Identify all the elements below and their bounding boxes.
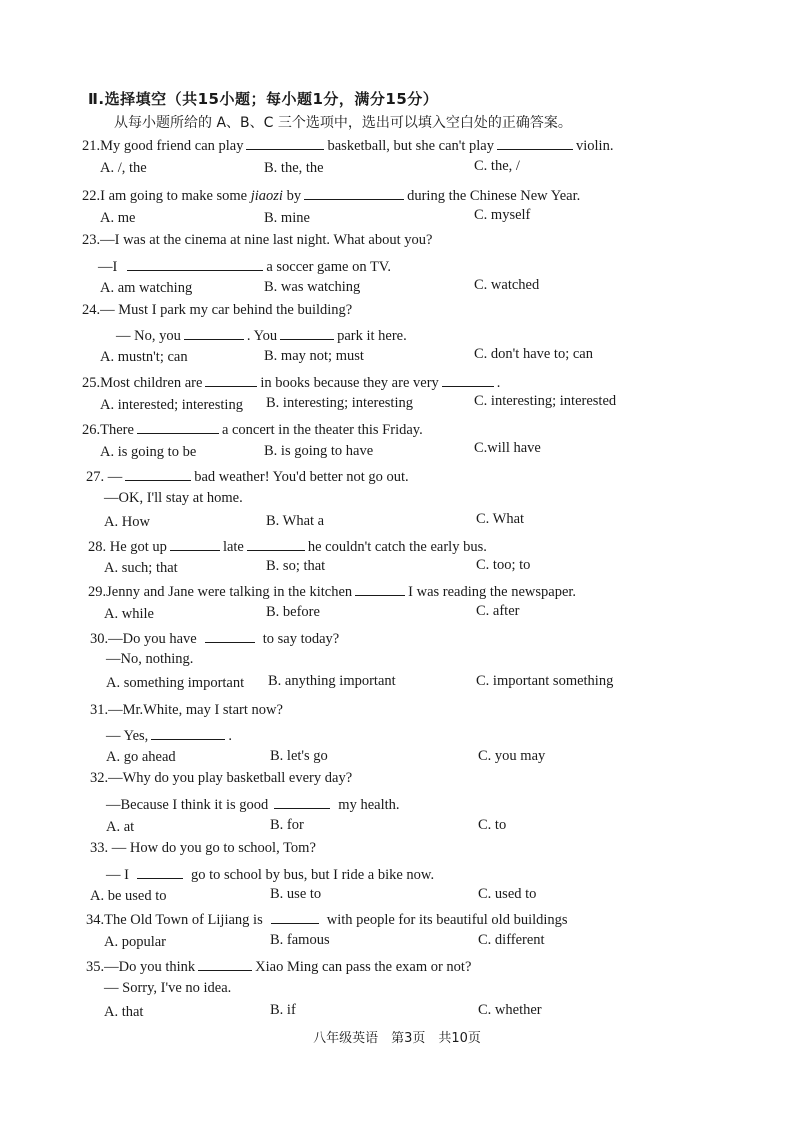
- option-b[interactable]: B. may not; must: [264, 348, 364, 364]
- question-33-reply: — I go to school by bus, but I ride a bike now.: [106, 864, 434, 884]
- option-c[interactable]: C. the, /: [474, 158, 520, 174]
- option-a[interactable]: A. go ahead: [106, 749, 176, 765]
- option-c[interactable]: C. to: [478, 817, 507, 833]
- question-31-reply: — Yes, .: [106, 725, 232, 745]
- question-24: 24. — Must I park my car behind the building?: [82, 302, 353, 318]
- question-28: 28. He got up late he couldn't catch the early bus.: [88, 536, 487, 556]
- question-26: 26. There a concert in the theater this Friday.: [82, 419, 423, 439]
- option-b[interactable]: B. if: [270, 1002, 296, 1018]
- option-b[interactable]: B. mine: [264, 210, 310, 226]
- question-35-reply: — Sorry, I've no idea.: [104, 980, 232, 996]
- question-33: 33. — How do you go to school, Tom?: [90, 840, 316, 856]
- option-a[interactable]: A. How: [104, 514, 150, 530]
- option-b[interactable]: B. so; that: [266, 558, 326, 574]
- answer-blank[interactable]: [274, 794, 330, 809]
- question-30-reply: —No, nothing.: [106, 651, 194, 667]
- option-a[interactable]: A. mustn't; can: [100, 349, 188, 365]
- answer-blank[interactable]: [271, 909, 319, 924]
- option-a[interactable]: A. that: [104, 1004, 144, 1020]
- answer-blank[interactable]: [184, 325, 244, 340]
- answer-blank[interactable]: [127, 256, 263, 271]
- question-23-reply: —I a soccer game on TV.: [98, 256, 391, 276]
- answer-blank[interactable]: [246, 135, 324, 150]
- option-c[interactable]: C. important something: [476, 673, 614, 689]
- option-a[interactable]: A. is going to be: [100, 444, 197, 460]
- question-22: 22. I am going to make some jiaozi by during the Chinese New Year.: [82, 185, 580, 205]
- answer-blank[interactable]: [205, 372, 257, 387]
- option-a[interactable]: A. interested; interesting: [100, 397, 243, 413]
- option-a[interactable]: A. while: [104, 606, 154, 622]
- option-b[interactable]: B. let's go: [270, 748, 328, 764]
- option-b[interactable]: B. for: [270, 817, 304, 833]
- option-a[interactable]: A. at: [106, 819, 135, 835]
- answer-blank[interactable]: [151, 725, 225, 740]
- option-b[interactable]: B. before: [266, 604, 320, 620]
- answer-blank[interactable]: [198, 956, 252, 971]
- option-b[interactable]: B. famous: [270, 932, 330, 948]
- option-c[interactable]: C.will have: [474, 440, 541, 456]
- answer-blank[interactable]: [442, 372, 494, 387]
- question-27-reply: —OK, I'll stay at home.: [104, 490, 243, 506]
- question-34: 34. The Old Town of Lijiang is with people for its beautiful old buildings: [86, 909, 568, 929]
- option-a[interactable]: A. popular: [104, 934, 167, 950]
- option-c[interactable]: C. different: [478, 932, 545, 948]
- question-25: 25. Most children are in books because they are very .: [82, 372, 500, 392]
- option-c[interactable]: C. myself: [474, 207, 531, 223]
- question-32: 32. —Why do you play basketball every day?: [90, 770, 353, 786]
- option-c[interactable]: C. whether: [478, 1002, 542, 1018]
- option-b[interactable]: B. use to: [270, 886, 322, 902]
- question-24-reply: — No, you . You park it here.: [116, 325, 407, 345]
- option-c[interactable]: C. watched: [474, 277, 540, 293]
- answer-blank[interactable]: [304, 185, 404, 200]
- option-c[interactable]: C. interesting; interested: [474, 393, 617, 409]
- answer-blank[interactable]: [170, 536, 220, 551]
- option-c[interactable]: C. too; to: [476, 557, 531, 573]
- answer-blank[interactable]: [247, 536, 305, 551]
- question-23: 23. —I was at the cinema at nine last night. What about you?: [82, 232, 433, 248]
- option-c[interactable]: C. you may: [478, 748, 546, 764]
- option-c[interactable]: C. after: [476, 603, 520, 619]
- question-21: 21. My good friend can play basketball, but she can't play violin.: [82, 135, 613, 155]
- answer-blank[interactable]: [355, 581, 405, 596]
- question-29: 29. Jenny and Jane were talking in the kitchen I was reading the newspaper.: [88, 581, 576, 601]
- section-title: Ⅱ.选择填空（共15小题；每小题1分，满分15分）: [88, 90, 439, 108]
- option-a[interactable]: A. be used to: [90, 888, 167, 904]
- option-a[interactable]: A. am watching: [100, 280, 193, 296]
- option-a[interactable]: A. something important: [106, 675, 245, 691]
- option-c[interactable]: C. What: [476, 511, 525, 527]
- question-31: 31. —Mr.White, may I start now?: [90, 702, 283, 718]
- option-a[interactable]: A. /, the: [100, 160, 147, 176]
- question-30: 30. —Do you have to say today?: [90, 628, 339, 648]
- question-32-reply: —Because I think it is good my health.: [106, 794, 400, 814]
- page-footer: 八年级英语 第3页 共10页: [313, 1031, 481, 1046]
- question-27: 27. — bad weather! You'd better not go out.: [86, 466, 409, 486]
- option-c[interactable]: C. don't have to; can: [474, 346, 593, 362]
- answer-blank[interactable]: [497, 135, 573, 150]
- option-b[interactable]: B. What a: [266, 513, 325, 529]
- answer-blank[interactable]: [280, 325, 334, 340]
- option-b[interactable]: B. anything important: [268, 673, 396, 689]
- question-35: 35. —Do you think Xiao Ming can pass the exam or not?: [86, 956, 471, 976]
- option-b[interactable]: B. is going to have: [264, 443, 374, 459]
- answer-blank[interactable]: [125, 466, 191, 481]
- answer-blank[interactable]: [137, 864, 183, 879]
- option-c[interactable]: C. used to: [478, 886, 537, 902]
- option-a[interactable]: A. such; that: [104, 560, 178, 576]
- section-instruction: 从每小题所给的 A、B、C 三个选项中，选出可以填入空白处的正确答案。: [114, 115, 572, 131]
- option-b[interactable]: B. interesting; interesting: [266, 395, 413, 411]
- answer-blank[interactable]: [137, 419, 219, 434]
- option-b[interactable]: B. the, the: [264, 160, 324, 176]
- option-b[interactable]: B. was watching: [264, 279, 361, 295]
- answer-blank[interactable]: [205, 628, 255, 643]
- option-a[interactable]: A. me: [100, 210, 136, 226]
